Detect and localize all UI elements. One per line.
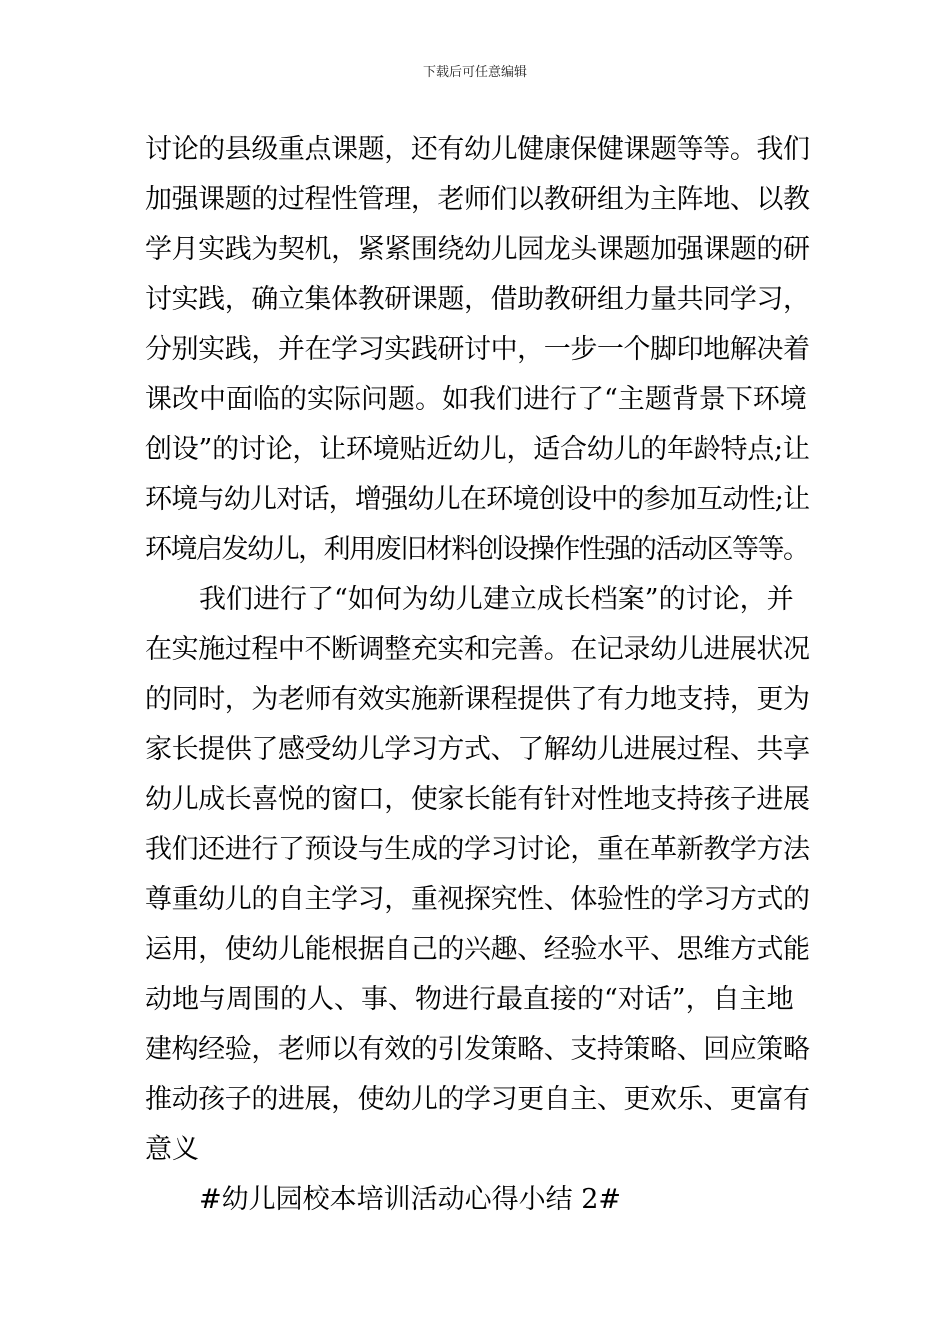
text-line: 在实施过程中不断调整充实和完善。在记录幼儿进展状况: [145, 634, 810, 665]
text-line: 幼儿成长喜悦的窗口，使家长能有针对性地支持孩子进展: [145, 784, 810, 815]
text-line: 加强课题的过程性管理，老师们以教研组为主阵地、以教: [145, 184, 810, 215]
text-line: 家长提供了感受幼儿学习方式、了解幼儿进展过程、共享: [145, 734, 810, 765]
section-heading: #幼儿园校本培训活动心得小结 2#: [199, 1184, 622, 1215]
text-line: 创设”的讨论，让环境贴近幼儿，适合幼儿的年龄特点;让: [145, 434, 810, 465]
text-line: 课改中面临的实际问题。如我们进行了“主题背景下环境: [145, 384, 807, 415]
text-line: 尊重幼儿的自主学习，重视探究性、体验性的学习方式的: [145, 884, 810, 915]
text-line: 我们还进行了预设与生成的学习讨论，重在革新教学方法: [145, 834, 810, 865]
text-line: 学月实践为契机，紧紧围绕幼儿园龙头课题加强课题的研: [145, 234, 810, 265]
text-line: 建构经验，老师以有效的引发策略、支持策略、回应策略: [145, 1034, 810, 1065]
text-line: 环境启发幼儿，利用废旧材料创设操作性强的活动区等等。: [145, 534, 809, 565]
text-line: 讨论的县级重点课题，还有幼儿健康保健课题等等。我们: [145, 134, 810, 165]
text-line: 环境与幼儿对话，增强幼儿在环境创设中的参加互动性;让: [145, 484, 810, 515]
body-text: [145, 125, 810, 1225]
text-line: 讨实践，确立集体教研课题，借助教研组力量共同学习，: [145, 284, 810, 315]
text-line: 分别实践，并在学习实践研讨中，一步一个脚印地解决着: [145, 334, 810, 365]
text-line: 意义: [145, 1134, 199, 1165]
page-header: 下载后可任意编辑: [422, 65, 527, 80]
paragraph-start-line: 我们进行了“如何为幼儿建立成长档案”的讨论，并: [199, 584, 794, 615]
text-line: 运用，使幼儿能根据自己的兴趣、经验水平、思维方式能: [145, 934, 810, 965]
text-line: 推动孩子的进展，使幼儿的学习更自主、更欢乐、更富有: [145, 1084, 810, 1115]
text-line: 的同时，为老师有效实施新课程提供了有力地支持，更为: [145, 684, 810, 715]
text-line: 动地与周围的人、事、物进行最直接的“对话”，自主地: [145, 984, 794, 1015]
